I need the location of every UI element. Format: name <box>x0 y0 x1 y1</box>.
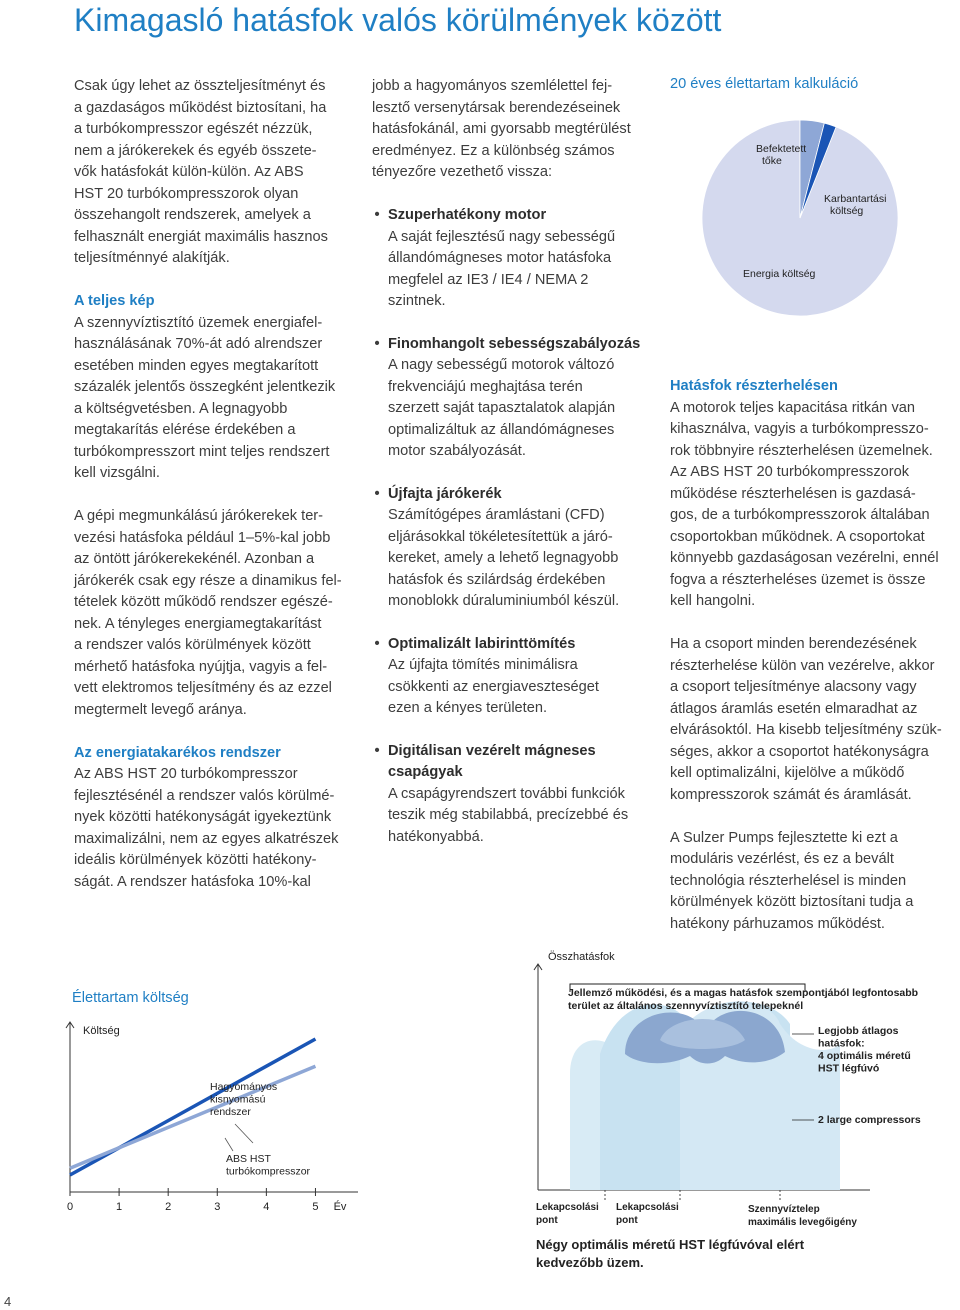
diagram-title: Összhatásfok <box>548 951 615 963</box>
text-line: A gépi megmunkálású járókerekek ter- <box>74 508 324 524</box>
x-tick-label: 5 <box>312 1201 319 1213</box>
pie-label: Energia költség <box>743 268 816 280</box>
text-line: kihasználva, vagyis a turbókompresszo- <box>670 421 929 437</box>
lifecycle-chart <box>55 1010 365 1220</box>
pie-label: tőke <box>762 155 782 167</box>
text-line: tételek között működő rendszer egészé- <box>74 594 333 610</box>
text-line: nyek közötti hatékonyságát igyekeztünk <box>74 809 332 825</box>
text-line: nek. A tényleges energiamegtakarítást <box>74 615 322 632</box>
text-line: gos, de a turbókompresszorok általában <box>670 507 930 523</box>
text-line: jobb a hagyományos szemlélettel fej- <box>372 78 613 94</box>
text-line: ideális körülmények közötti hatékony- <box>74 852 317 868</box>
text-line: HST 20 turbókompresszorok olyan <box>74 185 299 202</box>
text-line: mérhető hatásfoka nyújtja, vagyis a fel- <box>74 658 328 675</box>
text-line: a költségvetésben. A legnagyobb <box>74 400 288 417</box>
text-line: vők hatásfokát külön-külön. Az ABS <box>74 164 304 180</box>
text-line: Csak úgy lehet az összteljesítményt és <box>74 78 326 94</box>
col1-p3 <box>74 764 364 893</box>
text-line: kell hangolni. <box>670 593 756 609</box>
leader-line <box>225 1138 233 1151</box>
text-line: vezési hatásfoka például 1–5%-kal jobb <box>74 529 331 546</box>
lifecycle-title: Élettartam költség <box>72 990 189 1006</box>
page-number: 4 <box>4 1294 12 1309</box>
series-label: rendszer <box>210 1106 251 1118</box>
feature-text: megfelel az IE3 / IE4 / NEMA 2 <box>388 271 589 288</box>
text-line: esetében minden egyes megtakarított <box>74 357 319 374</box>
bullet-icon: • <box>374 742 380 759</box>
text-line: körülmények között biztosítani tudja a <box>670 894 914 910</box>
feature-title: Szuperhatékony motor <box>388 207 547 223</box>
heading-energiatakarekos: Az energiatakarékos rendszer <box>74 744 281 761</box>
leader-line <box>235 1124 253 1143</box>
bullet-icon: • <box>374 635 380 652</box>
text-line: turbókompresszort mint teljes rendszert <box>74 443 330 460</box>
text-line: hatékony párhuzamos működést. <box>670 915 885 932</box>
feature-text: teszik még stabilabbá, precízebbé és <box>388 807 629 823</box>
feature-item <box>372 634 652 720</box>
bullet-icon: • <box>374 335 380 352</box>
text-line: Ha a csoport minden berendezésének <box>670 636 917 652</box>
feature-item <box>372 484 652 613</box>
text-line: fejlesztésénél a rendszer valós körülmé- <box>74 787 335 804</box>
column-1 <box>74 76 364 915</box>
text-line: Az ABS HST 20 turbókompresszorok <box>670 464 910 480</box>
text-line: rok többnyire részterhelésen üzemelnek. <box>670 442 933 459</box>
x-tick-label: 0 <box>66 1201 74 1213</box>
feature-text: frekvenciájú meghajtása terén <box>388 378 583 395</box>
col1-intro <box>74 76 364 270</box>
feature-text: A nagy sebességű motorok változó <box>388 357 615 373</box>
text-line: a turbókompresszor egészét nézzük, <box>74 121 313 137</box>
feature-title: Finomhangolt sebességszabályozás <box>388 335 641 352</box>
series-line-abs <box>70 1066 315 1168</box>
text-line: kompresszorok számát és áramlását. <box>670 786 912 803</box>
text-line: a gazdaságos működést biztosítani, ha <box>74 99 327 116</box>
feature-title: Digitálisan vezérelt mágneses <box>388 742 596 759</box>
x-label: Szennyvíztelep <box>748 1204 820 1215</box>
text-line: moduláris vezérlést, és ez a bevált <box>670 851 894 867</box>
x-label: Lekapcsolási <box>616 1202 679 1213</box>
text-line: megtermelt levegő aránya. <box>74 701 247 718</box>
series-label: kisnyomású <box>210 1093 266 1106</box>
col3-p2 <box>670 634 950 806</box>
pie-label: Befektetett <box>756 143 807 155</box>
col3-p3 <box>670 828 950 936</box>
text-line: maximalizálni, nem az egyes alkatrészek <box>74 830 339 847</box>
diagram-label: HST légfúvó <box>818 1062 880 1075</box>
feature-list <box>372 205 652 848</box>
feature-text: A csapágyrendszert további funkciók <box>388 785 625 802</box>
feature-text: Számítógépes áramlástani (CFD) <box>388 507 605 523</box>
x-tick-label: 2 <box>165 1201 172 1213</box>
text-line: A Sulzer Pumps fejlesztette ki ezt a <box>670 829 898 846</box>
text-line: A szennyvíztisztító üzemek energiafel- <box>74 314 323 331</box>
diagram-label: hatásfok: <box>818 1037 865 1050</box>
x-label: maximális levegőigény <box>748 1217 857 1228</box>
text-line: átlagos áramlás esetén elmaradhat az <box>670 700 918 717</box>
heading-teljes-kep: A teljes kép <box>74 293 155 309</box>
x-tick-label: 4 <box>263 1201 270 1213</box>
diagram-label: 4 optimális méretű <box>818 1050 911 1062</box>
column-2 <box>372 76 652 869</box>
pie-label: Karbantartási <box>824 193 887 205</box>
feature-title: Optimalizált labirinttömítés <box>388 635 576 652</box>
text-line: elvárásoktól. Ha kisebb teljesítmény szük- <box>670 722 942 738</box>
diagram-label: Legjobb átlagos <box>818 1025 899 1037</box>
text-line: százalék jelentős összegként jelentkezik <box>74 379 336 395</box>
text-line: fogva a részterheléses üzemet is össze <box>670 571 926 588</box>
text-line: összehangolt rendszerek, amelyek a <box>74 207 311 223</box>
text-line: könnyebb gazdaságosan vezérelni, ennél <box>670 550 939 566</box>
text-line: a csoport teljesítménye alacsony vagy <box>670 679 917 695</box>
bullet-icon: • <box>374 207 380 223</box>
feature-text: állandómágneses motor hatásfoka <box>388 250 612 266</box>
caption-line: Négy optimális méretű HST légfúvóval elért <box>536 1237 805 1252</box>
feature-text: ezen a kényes területen. <box>388 700 548 716</box>
diagram-note: terület az általános szennyvíztisztító telepeknél <box>568 1000 804 1012</box>
feature-text: Az újfajta tömítés minimálisra <box>388 657 578 673</box>
text-line: használásának 70%-át adó alrendszer <box>74 336 323 352</box>
text-line: nem a járókerekek és egyéb összete- <box>74 142 317 159</box>
feature-item <box>372 205 652 313</box>
text-line: működése részterhelésen is gazdasá- <box>670 485 916 502</box>
text-line: teljesítménnyé alakítják. <box>74 250 230 266</box>
pie-label: költség <box>830 205 864 217</box>
text-line: az öntött járókerekekénél. Azonban a <box>74 551 315 567</box>
text-line: kell vizsgálni. <box>74 465 160 481</box>
feature-text: csökkenti az energiaveszteséget <box>388 678 599 695</box>
text-line: A motorok teljes kapacitása ritkán van <box>670 399 915 416</box>
feature-title: csapágyak <box>388 764 463 780</box>
feature-text: A saját fejlesztésű nagy sebességű <box>388 228 616 245</box>
pie-title: 20 éves élettartam kalkuláció <box>670 76 859 92</box>
caption-line: kedvezőbb üzem. <box>536 1255 644 1270</box>
diagram-caption <box>536 1236 804 1272</box>
feature-title: Újfajta járókerék <box>388 485 502 502</box>
col1-p2 <box>74 506 364 721</box>
series-label: Hagyományos <box>210 1081 278 1093</box>
diagram-label: 2 large compressors <box>818 1114 921 1126</box>
series-label: ABS HST <box>226 1153 271 1165</box>
text-line: séges, akkor a csoportot hatékonyságra <box>670 743 929 760</box>
page-title: Kimagasló hatásfok valós körülmények között <box>74 2 722 38</box>
text-line: eredményez. Ez a különbség számos <box>372 142 615 159</box>
text-line: ságát. A rendszer hatásfoka 10%-kal <box>74 873 311 890</box>
x-label: Lekapcsolási <box>536 1202 599 1213</box>
text-line: járókerék csak egy része a dinamikus fel- <box>74 572 342 589</box>
pie-chart <box>700 100 900 340</box>
efficiency-diagram <box>530 944 950 1234</box>
series-label: turbókompresszor <box>226 1165 311 1178</box>
text-line: csoportokban működnek. A csoportokat <box>670 528 925 545</box>
feature-text: hatásfok és szilárdság érdekében <box>388 571 606 588</box>
text-line: tényezőre vezethető vissza: <box>372 164 553 180</box>
x-label: pont <box>616 1215 638 1226</box>
x-axis-label: Év <box>333 1201 347 1213</box>
heading-reszterheles: Hatásfok részterhelésen <box>670 378 838 394</box>
col3-p1 <box>670 398 950 613</box>
diagram-note: Jellemző működési, és a magas hatásfok szempontjából legfontosabb <box>568 987 919 999</box>
feature-text: eljárásokkal tökéletesítettük a járó- <box>388 528 613 545</box>
feature-item <box>372 334 652 463</box>
feature-text: optimalizáltuk az állandómágneses <box>388 421 615 438</box>
text-line: részterhelése külön van vezérelve, akkor <box>670 657 935 674</box>
feature-item <box>372 741 652 849</box>
text-line: technológia részterhelésel is minden <box>670 872 907 889</box>
feature-text: hatékonyabbá. <box>388 828 484 845</box>
text-line: hatásfokánál, ami gyorsabb megtérülést <box>372 121 631 137</box>
y-axis-label: Költség <box>83 1025 120 1037</box>
column-3 <box>670 376 950 957</box>
feature-text: monoblokk dúraluminiumból készül. <box>388 593 620 609</box>
x-tick-label: 3 <box>214 1201 221 1213</box>
text-line: lesztő versenytársak berendezéseinek <box>372 99 621 116</box>
text-line: Az ABS HST 20 turbókompresszor <box>74 766 298 782</box>
x-tick-label: 1 <box>116 1201 123 1213</box>
feature-text: szintnek. <box>388 293 446 309</box>
col2-intro <box>372 76 652 184</box>
text-line: a rendszer valós körülmények között <box>74 637 311 653</box>
text-line: vett elektromos teljesítmény és az ezzel <box>74 680 332 696</box>
text-line: megtakarítás elérése érdekében a <box>74 422 296 438</box>
bullet-icon: • <box>374 485 380 502</box>
feature-text: kereket, amely a lehető legnagyobb <box>388 550 619 566</box>
x-label: pont <box>536 1215 558 1226</box>
col1-p1 <box>74 313 364 485</box>
feature-text: szerzett saját tapasztalatok alapján <box>388 400 616 416</box>
text-line: felhasznált energiát maximális hasznos <box>74 228 328 245</box>
feature-text: motor szabályozását. <box>388 443 526 459</box>
text-line: kell optimalizálni, kijelölve a működő <box>670 765 905 781</box>
